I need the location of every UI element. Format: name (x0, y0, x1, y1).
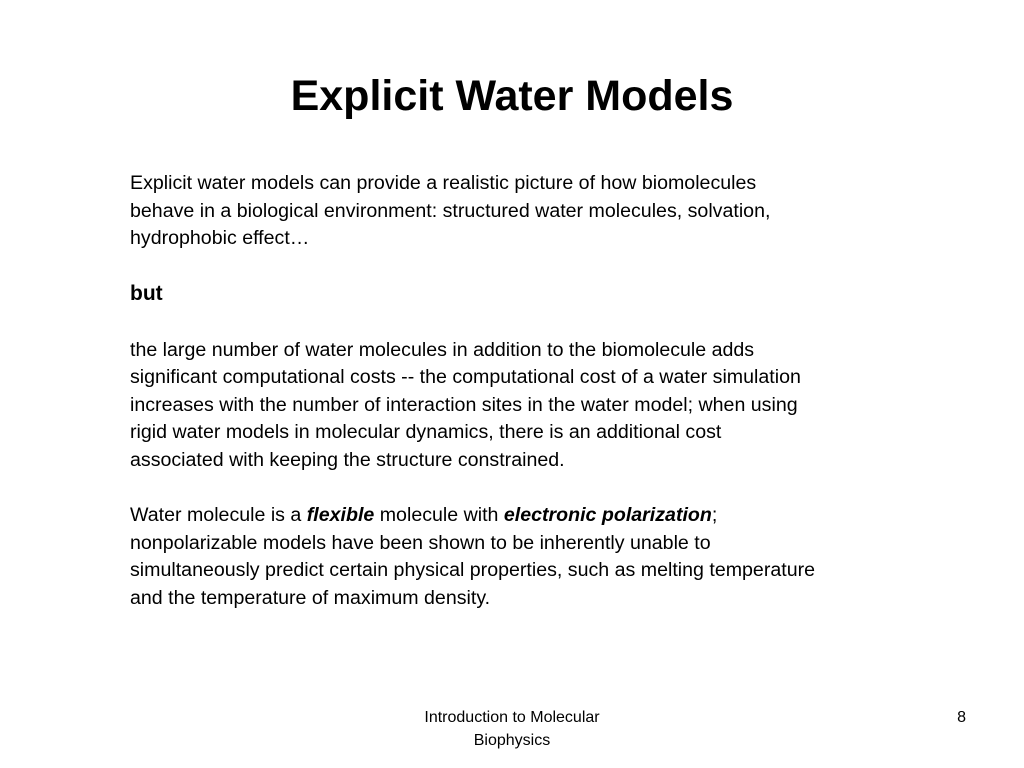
text-line: rigid water models in molecular dynamics, there is an additional cost (130, 421, 722, 444)
footer-course-line: Introduction to Molecular (424, 709, 600, 726)
paragraph-explicit-models (130, 170, 960, 253)
text-line: nonpolarizable models have been shown to be inherently unable to (130, 531, 711, 554)
but-label: but (130, 282, 163, 306)
text-line: significant computational costs -- the computational cost of a water simulation (130, 366, 801, 389)
page-number: 8 (957, 709, 966, 726)
text-line: Explicit water models can provide a realistic picture of how biomolecules (130, 172, 757, 194)
text-line: associated with keeping the structure constrained. (130, 448, 565, 471)
text-line: simultaneously predict certain physical properties, such as melting temperature (130, 559, 816, 582)
slide-body (130, 170, 960, 613)
footer-course-line: Biophysics (473, 732, 551, 749)
spacer (130, 309, 960, 337)
text-line: and the temperature of maximum density. (130, 586, 491, 609)
text-line: increases with the number of interaction sites in the water model; when using (130, 393, 798, 416)
footer-course-title (362, 706, 662, 752)
text-line: the large number of water molecules in addition to the biomolecule adds (130, 338, 755, 361)
emphasis-flexible: flexible (306, 504, 375, 527)
text-line: hydrophobic effect… (130, 227, 310, 250)
spacer (130, 253, 960, 281)
but-paragraph (130, 280, 960, 309)
text-segment: molecule with (374, 504, 504, 527)
spacer (130, 475, 960, 503)
text-segment: ; (711, 504, 718, 527)
paragraph-water-molecule (130, 502, 960, 612)
text-segment: Water molecule is a (130, 504, 307, 527)
text-line: behave in a biological environment: structured water molecules, solvation, (130, 199, 771, 222)
slide-title: Explicit Water Models (290, 72, 734, 120)
paragraph-computational-cost (130, 337, 960, 475)
emphasis-electronic-polarization: electronic polarization (503, 504, 712, 527)
